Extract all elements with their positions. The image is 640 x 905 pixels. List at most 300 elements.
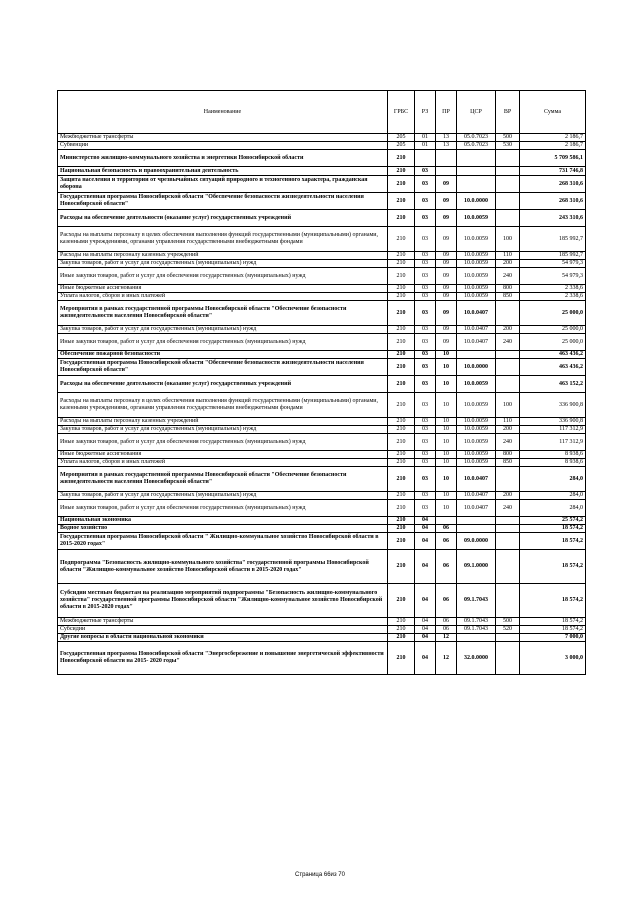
row-vr-cell bbox=[496, 193, 520, 210]
table-row bbox=[58, 500, 586, 517]
row-csr-cell: 10.0.0059 bbox=[457, 459, 496, 467]
row-pr-cell: 10 bbox=[436, 393, 457, 418]
row-vr-cell: 800 bbox=[496, 451, 520, 459]
header-sum: Сумма bbox=[520, 91, 586, 134]
row-csr-cell bbox=[457, 150, 496, 167]
row-rz-cell: 01 bbox=[415, 134, 436, 142]
row-pr-cell bbox=[436, 517, 457, 525]
row-rz-cell: 03 bbox=[415, 376, 436, 393]
row-rz-cell: 04 bbox=[415, 533, 436, 550]
row-csr-cell bbox=[457, 167, 496, 176]
row-name-cell: Иные закупки товаров, работ и услуг для обеспечения государственных (муниципальных) нужд bbox=[58, 334, 388, 351]
table-row bbox=[58, 167, 586, 176]
row-sum-cell: 463 152,2 bbox=[520, 376, 586, 393]
row-grbs-cell: 210 bbox=[388, 550, 415, 584]
table-row bbox=[58, 252, 586, 260]
row-csr-cell: 10.0.0059 bbox=[457, 393, 496, 418]
row-csr-cell: 10.0.0407 bbox=[457, 500, 496, 517]
row-sum-cell: 336 900,8 bbox=[520, 418, 586, 426]
row-vr-cell bbox=[496, 359, 520, 376]
row-grbs-cell: 210 bbox=[388, 634, 415, 642]
row-grbs-cell: 210 bbox=[388, 351, 415, 359]
row-grbs-cell: 210 bbox=[388, 268, 415, 285]
row-grbs-cell: 210 bbox=[388, 642, 415, 675]
row-name-cell: Закупка товаров, работ и услуг для государственных (муниципальных) нужд bbox=[58, 326, 388, 334]
row-rz-cell: 03 bbox=[415, 167, 436, 176]
row-csr-cell: 05.0.7023 bbox=[457, 142, 496, 150]
row-pr-cell: 06 bbox=[436, 550, 457, 584]
row-csr-cell bbox=[457, 351, 496, 359]
row-name-cell: Расходы на обеспечение деятельности (оказание услуг) государственных учреждений bbox=[58, 210, 388, 227]
row-pr-cell: 09 bbox=[436, 326, 457, 334]
row-pr-cell: 09 bbox=[436, 268, 457, 285]
row-csr-cell: 10.0.0407 bbox=[457, 326, 496, 334]
row-sum-cell: 463 436,2 bbox=[520, 351, 586, 359]
row-pr-cell: 09 bbox=[436, 193, 457, 210]
table-row bbox=[58, 260, 586, 268]
row-grbs-cell: 210 bbox=[388, 167, 415, 176]
row-rz-cell: 03 bbox=[415, 492, 436, 500]
row-sum-cell: 8 938,6 bbox=[520, 451, 586, 459]
table-row bbox=[58, 193, 586, 210]
row-pr-cell: 09 bbox=[436, 210, 457, 227]
row-grbs-cell: 210 bbox=[388, 150, 415, 167]
row-vr-cell bbox=[496, 176, 520, 193]
row-grbs-cell: 210 bbox=[388, 227, 415, 252]
row-name-cell: Субсидии bbox=[58, 626, 388, 634]
row-csr-cell: 10.0.0059 bbox=[457, 451, 496, 459]
row-name-cell: Иные закупки товаров, работ и услуг для обеспечения государственных (муниципальных) нужд bbox=[58, 500, 388, 517]
row-vr-cell bbox=[496, 301, 520, 326]
row-name-cell: Иные закупки товаров, работ и услуг для обеспечения государственных (муниципальных) нужд bbox=[58, 268, 388, 285]
row-sum-cell: 117 312,9 bbox=[520, 426, 586, 434]
row-csr-cell: 10.0.0407 bbox=[457, 301, 496, 326]
row-name-cell: Иные бюджетные ассигнования bbox=[58, 451, 388, 459]
row-sum-cell: 18 574,2 bbox=[520, 525, 586, 533]
row-grbs-cell: 205 bbox=[388, 142, 415, 150]
row-grbs-cell: 210 bbox=[388, 418, 415, 426]
row-csr-cell: 10.0.0000 bbox=[457, 193, 496, 210]
table-row bbox=[58, 293, 586, 301]
row-name-cell: Иные закупки товаров, работ и услуг для обеспечения государственных (муниципальных) нужд bbox=[58, 434, 388, 451]
row-grbs-cell: 210 bbox=[388, 426, 415, 434]
row-name-cell: Другие вопросы в области национальной экономики bbox=[58, 634, 388, 642]
row-csr-cell bbox=[457, 525, 496, 533]
row-grbs-cell: 210 bbox=[388, 210, 415, 227]
row-rz-cell bbox=[415, 150, 436, 167]
row-pr-cell: 09 bbox=[436, 293, 457, 301]
row-rz-cell: 04 bbox=[415, 642, 436, 675]
row-pr-cell: 10 bbox=[436, 376, 457, 393]
row-grbs-cell: 210 bbox=[388, 618, 415, 626]
row-name-cell: Государственная программа Новосибирской области "Обеспечение безопасности жизнедеятельности населения Новосибирской области" bbox=[58, 193, 388, 210]
row-sum-cell: 18 574,2 bbox=[520, 533, 586, 550]
row-sum-cell: 243 310,6 bbox=[520, 210, 586, 227]
row-name-cell: Министерство жилищно-коммунального хозяйства и энергетики Новосибирской области bbox=[58, 150, 388, 167]
row-csr-cell: 09.1.0000 bbox=[457, 550, 496, 584]
row-grbs-cell: 210 bbox=[388, 467, 415, 492]
header-rz: РЗ bbox=[415, 91, 436, 134]
row-sum-cell: 2 338,6 bbox=[520, 293, 586, 301]
row-rz-cell: 04 bbox=[415, 517, 436, 525]
row-name-cell: Защита населения и территории от чрезвычайных ситуаций природного и техногенного характера, гражданская оборона bbox=[58, 176, 388, 193]
row-grbs-cell: 210 bbox=[388, 517, 415, 525]
row-pr-cell: 10 bbox=[436, 434, 457, 451]
table-row bbox=[58, 142, 586, 150]
row-grbs-cell: 210 bbox=[388, 326, 415, 334]
row-name-cell: Национальная безопасность и правоохранительная деятельность bbox=[58, 167, 388, 176]
row-pr-cell: 09 bbox=[436, 285, 457, 293]
header-pr: ПР bbox=[436, 91, 457, 134]
page-number: Страница 66из 70 bbox=[295, 872, 345, 878]
row-sum-cell: 2 186,7 bbox=[520, 134, 586, 142]
row-name-cell: Межбюджетные трансферты bbox=[58, 134, 388, 142]
row-rz-cell: 03 bbox=[415, 451, 436, 459]
row-pr-cell: 13 bbox=[436, 142, 457, 150]
row-vr-cell: 100 bbox=[496, 227, 520, 252]
row-vr-cell bbox=[496, 150, 520, 167]
row-pr-cell: 09 bbox=[436, 260, 457, 268]
row-rz-cell: 03 bbox=[415, 500, 436, 517]
table-row bbox=[58, 210, 586, 227]
row-rz-cell: 04 bbox=[415, 634, 436, 642]
table-row bbox=[58, 285, 586, 293]
row-vr-cell bbox=[496, 351, 520, 359]
row-pr-cell: 06 bbox=[436, 525, 457, 533]
row-vr-cell: 500 bbox=[496, 618, 520, 626]
table-row bbox=[58, 134, 586, 142]
row-rz-cell: 03 bbox=[415, 434, 436, 451]
row-vr-cell: 520 bbox=[496, 626, 520, 634]
row-pr-cell: 12 bbox=[436, 642, 457, 675]
row-grbs-cell: 210 bbox=[388, 434, 415, 451]
row-grbs-cell: 210 bbox=[388, 293, 415, 301]
row-name-cell: Уплата налогов, сборов и иных платежей bbox=[58, 459, 388, 467]
row-name-cell: Уплата налогов, сборов и иных платежей bbox=[58, 293, 388, 301]
row-csr-cell: 09.1.7043 bbox=[457, 584, 496, 618]
table-row bbox=[58, 451, 586, 459]
table-row bbox=[58, 176, 586, 193]
row-csr-cell: 10.0.0059 bbox=[457, 426, 496, 434]
row-pr-cell: 09 bbox=[436, 334, 457, 351]
row-sum-cell: 284,0 bbox=[520, 492, 586, 500]
row-name-cell: Государственная программа Новосибирской области "Обеспечение безопасности жизнедеятельности населения Новосибирской области" bbox=[58, 359, 388, 376]
row-grbs-cell: 210 bbox=[388, 525, 415, 533]
row-grbs-cell: 210 bbox=[388, 252, 415, 260]
row-vr-cell bbox=[496, 642, 520, 675]
row-csr-cell: 10.0.0059 bbox=[457, 227, 496, 252]
row-pr-cell: 09 bbox=[436, 176, 457, 193]
row-rz-cell: 03 bbox=[415, 426, 436, 434]
table-row bbox=[58, 525, 586, 533]
row-vr-cell: 200 bbox=[496, 492, 520, 500]
row-vr-cell bbox=[496, 525, 520, 533]
row-csr-cell: 09.0.0000 bbox=[457, 533, 496, 550]
row-vr-cell bbox=[496, 376, 520, 393]
row-rz-cell: 03 bbox=[415, 193, 436, 210]
row-vr-cell: 200 bbox=[496, 426, 520, 434]
row-csr-cell: 10.0.0059 bbox=[457, 285, 496, 293]
table-row bbox=[58, 393, 586, 418]
row-name-cell: Мероприятия в рамках государственной программы Новосибирской области "Обеспечение безопасности жизнедеятельности населения Новосибирской области" bbox=[58, 467, 388, 492]
row-csr-cell: 10.0.0059 bbox=[457, 434, 496, 451]
row-csr-cell bbox=[457, 517, 496, 525]
row-vr-cell bbox=[496, 167, 520, 176]
row-pr-cell: 10 bbox=[436, 459, 457, 467]
table-row bbox=[58, 376, 586, 393]
row-name-cell: Мероприятия в рамках государственной программы Новосибирской области "Обеспечение безопасности жизнедеятельности населения Новосибирской области" bbox=[58, 301, 388, 326]
row-csr-cell: 10.0.0407 bbox=[457, 334, 496, 351]
row-sum-cell: 8 938,6 bbox=[520, 459, 586, 467]
row-pr-cell: 09 bbox=[436, 227, 457, 252]
row-sum-cell: 2 186,7 bbox=[520, 142, 586, 150]
row-vr-cell: 800 bbox=[496, 285, 520, 293]
header-grbs: ГРБС bbox=[388, 91, 415, 134]
row-rz-cell: 03 bbox=[415, 260, 436, 268]
row-csr-cell: 32.0.0000 bbox=[457, 642, 496, 675]
row-grbs-cell: 210 bbox=[388, 301, 415, 326]
header-name: Наименование bbox=[58, 91, 388, 134]
table-row bbox=[58, 301, 586, 326]
row-pr-cell: 10 bbox=[436, 418, 457, 426]
row-vr-cell: 240 bbox=[496, 334, 520, 351]
row-csr-cell: 10.0.0059 bbox=[457, 252, 496, 260]
row-sum-cell: 3 000,0 bbox=[520, 642, 586, 675]
row-csr-cell: 10.0.0059 bbox=[457, 418, 496, 426]
row-rz-cell: 03 bbox=[415, 418, 436, 426]
row-pr-cell: 13 bbox=[436, 134, 457, 142]
row-sum-cell: 18 574,2 bbox=[520, 550, 586, 584]
row-csr-cell: 10.0.0000 bbox=[457, 359, 496, 376]
table-row bbox=[58, 626, 586, 634]
row-rz-cell: 04 bbox=[415, 584, 436, 618]
row-pr-cell: 10 bbox=[436, 426, 457, 434]
table-row bbox=[58, 351, 586, 359]
row-name-cell: Национальная экономика bbox=[58, 517, 388, 525]
row-pr-cell: 06 bbox=[436, 626, 457, 634]
row-rz-cell: 03 bbox=[415, 326, 436, 334]
row-name-cell: Субсидии местным бюджетам на реализацию мероприятий подпрограммы "Безопасность жилищно-коммунального хозяйства" государственной программы Новосибирской области "Жилищно-коммунальное хозяйство Новосибирской области в 2015-2020 годах" bbox=[58, 584, 388, 618]
row-vr-cell bbox=[496, 550, 520, 584]
row-csr-cell: 10.0.0059 bbox=[457, 210, 496, 227]
row-sum-cell: 2 338,6 bbox=[520, 285, 586, 293]
row-name-cell: Государственная программа Новосибирской области " Жилищно-коммунальное хозяйство Новосибирской области в 2015-2020 годах" bbox=[58, 533, 388, 550]
table-row bbox=[58, 467, 586, 492]
row-rz-cell: 03 bbox=[415, 210, 436, 227]
row-grbs-cell: 210 bbox=[388, 359, 415, 376]
table-row bbox=[58, 359, 586, 376]
table-row bbox=[58, 492, 586, 500]
row-sum-cell: 18 574,2 bbox=[520, 584, 586, 618]
row-rz-cell: 03 bbox=[415, 252, 436, 260]
row-sum-cell: 25 000,0 bbox=[520, 334, 586, 351]
row-sum-cell: 268 310,6 bbox=[520, 176, 586, 193]
row-csr-cell: 10.0.0407 bbox=[457, 492, 496, 500]
table-body bbox=[58, 134, 586, 675]
row-vr-cell bbox=[496, 210, 520, 227]
row-pr-cell bbox=[436, 167, 457, 176]
row-sum-cell: 284,0 bbox=[520, 467, 586, 492]
row-name-cell: Закупка товаров, работ и услуг для государственных (муниципальных) нужд bbox=[58, 492, 388, 500]
table-row bbox=[58, 418, 586, 426]
row-grbs-cell: 210 bbox=[388, 626, 415, 634]
row-rz-cell: 03 bbox=[415, 293, 436, 301]
row-rz-cell: 03 bbox=[415, 359, 436, 376]
table-row bbox=[58, 459, 586, 467]
row-name-cell: Закупка товаров, работ и услуг для государственных (муниципальных) нужд bbox=[58, 426, 388, 434]
row-sum-cell: 268 310,6 bbox=[520, 193, 586, 210]
row-name-cell: Субвенции bbox=[58, 142, 388, 150]
row-sum-cell: 284,0 bbox=[520, 500, 586, 517]
row-grbs-cell: 210 bbox=[388, 176, 415, 193]
row-sum-cell: 25 574,2 bbox=[520, 517, 586, 525]
row-name-cell: Государственная программа Новосибирской области "Энергосбережение и повышение энергетической эффективности Новосибирской области на 2015- 2020 годы" bbox=[58, 642, 388, 675]
table-row bbox=[58, 434, 586, 451]
table-row bbox=[58, 150, 586, 167]
row-pr-cell: 12 bbox=[436, 634, 457, 642]
row-rz-cell: 01 bbox=[415, 142, 436, 150]
row-vr-cell: 100 bbox=[496, 393, 520, 418]
row-sum-cell: 25 000,0 bbox=[520, 301, 586, 326]
row-vr-cell bbox=[496, 467, 520, 492]
row-grbs-cell: 210 bbox=[388, 376, 415, 393]
row-csr-cell: 10.0.0407 bbox=[457, 467, 496, 492]
row-sum-cell: 18 574,2 bbox=[520, 626, 586, 634]
row-csr-cell: 10.0.0059 bbox=[457, 268, 496, 285]
row-grbs-cell: 210 bbox=[388, 334, 415, 351]
table-row bbox=[58, 268, 586, 285]
table-row bbox=[58, 550, 586, 584]
row-rz-cell: 04 bbox=[415, 525, 436, 533]
table-row bbox=[58, 334, 586, 351]
row-rz-cell: 03 bbox=[415, 268, 436, 285]
row-vr-cell: 530 bbox=[496, 142, 520, 150]
row-csr-cell: 05.0.7023 bbox=[457, 134, 496, 142]
row-grbs-cell: 210 bbox=[388, 285, 415, 293]
row-grbs-cell: 210 bbox=[388, 492, 415, 500]
row-rz-cell: 04 bbox=[415, 626, 436, 634]
row-name-cell: Межбюджетные трансферты bbox=[58, 618, 388, 626]
row-rz-cell: 04 bbox=[415, 618, 436, 626]
row-rz-cell: 03 bbox=[415, 301, 436, 326]
row-sum-cell: 185 992,7 bbox=[520, 252, 586, 260]
row-name-cell: Расходы на выплаты персоналу казенных учреждений bbox=[58, 252, 388, 260]
row-vr-cell: 240 bbox=[496, 500, 520, 517]
row-rz-cell: 03 bbox=[415, 351, 436, 359]
row-pr-cell: 09 bbox=[436, 301, 457, 326]
row-grbs-cell: 210 bbox=[388, 193, 415, 210]
row-grbs-cell: 210 bbox=[388, 584, 415, 618]
row-pr-cell: 09 bbox=[436, 252, 457, 260]
budget-table bbox=[57, 90, 586, 675]
table-header-row bbox=[58, 91, 586, 134]
row-grbs-cell: 210 bbox=[388, 459, 415, 467]
table-row bbox=[58, 533, 586, 550]
row-name-cell: Обеспечение пожарной безопасности bbox=[58, 351, 388, 359]
row-vr-cell: 850 bbox=[496, 459, 520, 467]
table-row bbox=[58, 517, 586, 525]
table-row bbox=[58, 634, 586, 642]
row-rz-cell: 04 bbox=[415, 550, 436, 584]
row-sum-cell: 7 000,0 bbox=[520, 634, 586, 642]
row-pr-cell: 10 bbox=[436, 359, 457, 376]
row-pr-cell: 10 bbox=[436, 351, 457, 359]
row-csr-cell bbox=[457, 176, 496, 193]
row-vr-cell: 110 bbox=[496, 418, 520, 426]
row-sum-cell: 54 979,3 bbox=[520, 260, 586, 268]
row-name-cell: Подпрограмма "Безопасность жилищно-коммунального хозяйства" государственной программы Новосибирской области "Жилищно-коммунальное хозяйство Новосибирской области в 2015-2020 годах" bbox=[58, 550, 388, 584]
table-row bbox=[58, 584, 586, 618]
row-name-cell: Расходы на выплаты персоналу в целях обеспечения выполнения функций государственными (муниципальными) органами, казенными учреждениями, органами управления государственными внебюджетными фондами bbox=[58, 227, 388, 252]
row-pr-cell bbox=[436, 150, 457, 167]
row-csr-cell: 09.1.7043 bbox=[457, 626, 496, 634]
row-name-cell: Водное хозяйство bbox=[58, 525, 388, 533]
row-vr-cell: 240 bbox=[496, 268, 520, 285]
row-name-cell: Закупка товаров, работ и услуг для государственных (муниципальных) нужд bbox=[58, 260, 388, 268]
row-grbs-cell: 210 bbox=[388, 500, 415, 517]
header-vr: ВР bbox=[496, 91, 520, 134]
row-pr-cell: 06 bbox=[436, 618, 457, 626]
row-grbs-cell: 210 bbox=[388, 393, 415, 418]
row-sum-cell: 117 312,9 bbox=[520, 434, 586, 451]
row-name-cell: Расходы на выплаты персоналу в целях обеспечения выполнения функций государственными (муниципальными) органами, казенными учреждениями, органами управления государственными внебюджетными фондами bbox=[58, 393, 388, 418]
row-pr-cell: 06 bbox=[436, 584, 457, 618]
row-csr-cell: 09.1.7043 bbox=[457, 618, 496, 626]
row-rz-cell: 03 bbox=[415, 227, 436, 252]
row-vr-cell: 850 bbox=[496, 293, 520, 301]
row-grbs-cell: 210 bbox=[388, 533, 415, 550]
table-row bbox=[58, 642, 586, 675]
row-sum-cell: 336 900,8 bbox=[520, 393, 586, 418]
row-sum-cell: 5 709 586,1 bbox=[520, 150, 586, 167]
row-csr-cell: 10.0.0059 bbox=[457, 376, 496, 393]
row-vr-cell: 200 bbox=[496, 326, 520, 334]
row-rz-cell: 03 bbox=[415, 334, 436, 351]
row-sum-cell: 731 746,8 bbox=[520, 167, 586, 176]
row-grbs-cell: 210 bbox=[388, 260, 415, 268]
row-vr-cell bbox=[496, 533, 520, 550]
table-row bbox=[58, 227, 586, 252]
row-grbs-cell: 210 bbox=[388, 451, 415, 459]
row-pr-cell: 10 bbox=[436, 467, 457, 492]
table-row bbox=[58, 618, 586, 626]
row-csr-cell: 10.0.0059 bbox=[457, 260, 496, 268]
row-name-cell: Иные бюджетные ассигнования bbox=[58, 285, 388, 293]
row-rz-cell: 03 bbox=[415, 176, 436, 193]
row-rz-cell: 03 bbox=[415, 393, 436, 418]
row-vr-cell: 110 bbox=[496, 252, 520, 260]
row-name-cell: Расходы на обеспечение деятельности (оказание услуг) государственных учреждений bbox=[58, 376, 388, 393]
row-rz-cell: 03 bbox=[415, 285, 436, 293]
row-grbs-cell: 205 bbox=[388, 134, 415, 142]
row-vr-cell: 200 bbox=[496, 260, 520, 268]
row-pr-cell: 10 bbox=[436, 492, 457, 500]
row-rz-cell: 03 bbox=[415, 467, 436, 492]
row-vr-cell: 500 bbox=[496, 134, 520, 142]
row-pr-cell: 06 bbox=[436, 533, 457, 550]
row-vr-cell bbox=[496, 584, 520, 618]
table-row bbox=[58, 326, 586, 334]
row-name-cell: Расходы на выплаты персоналу казенных учреждений bbox=[58, 418, 388, 426]
row-vr-cell: 240 bbox=[496, 434, 520, 451]
header-csr: ЦСР bbox=[457, 91, 496, 134]
row-rz-cell: 03 bbox=[415, 459, 436, 467]
row-sum-cell: 463 436,2 bbox=[520, 359, 586, 376]
row-pr-cell: 10 bbox=[436, 500, 457, 517]
row-sum-cell: 18 574,2 bbox=[520, 618, 586, 626]
row-sum-cell: 54 979,3 bbox=[520, 268, 586, 285]
row-vr-cell bbox=[496, 517, 520, 525]
